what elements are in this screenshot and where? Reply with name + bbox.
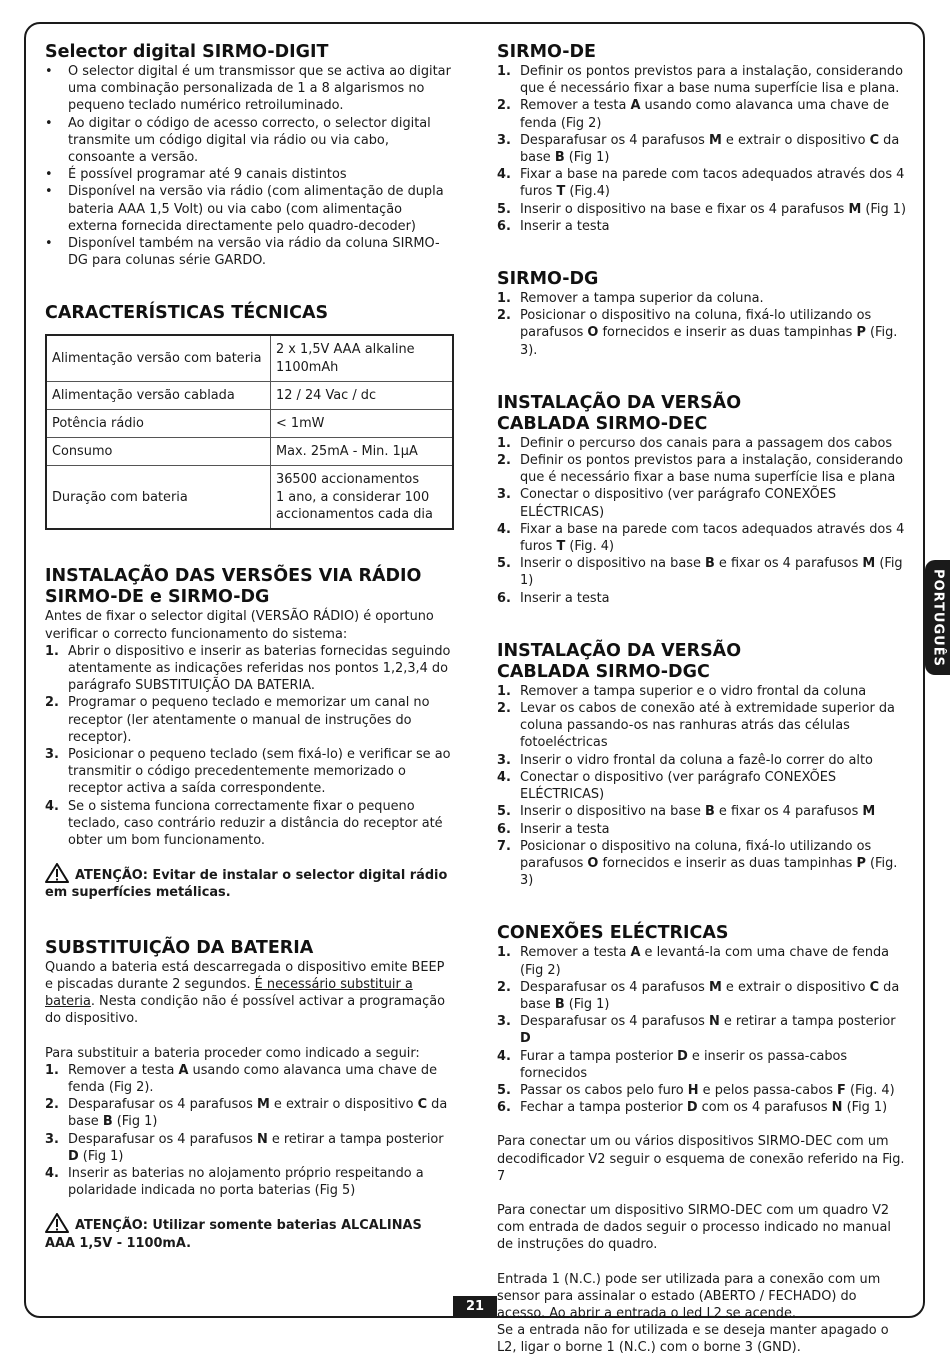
battery-title: SUBSTITUIÇÃO DA BATERIA bbox=[45, 937, 314, 958]
list-item: 4. Fixar a base na parede com tacos adequados através dos 4 furos T (Fig. 4) bbox=[497, 521, 905, 555]
list-item: 3. Desparafusar os 4 parafusos N e retirar a tampa posterior D bbox=[497, 1014, 896, 1047]
list-item: • Disponível também na versão via rádio da coluna SIRMO-DG para colunas série GARDO. bbox=[45, 235, 455, 269]
table-cell: < 1mW bbox=[271, 409, 454, 437]
list-item: 4. Fixar a base na parede com tacos adequados através dos 4 furos T (Fig.4) bbox=[497, 167, 905, 200]
selector-title: Selector digital SIRMO-DIGIT bbox=[45, 42, 329, 62]
radio-intro: Antes de fixar o selector digital (VERSÃO RÁDIO) é oportuno verificar o correcto funcionamento do sistema: bbox=[45, 609, 434, 642]
table-row bbox=[46, 437, 453, 465]
table-cell: 36500 accionamentos 1 ano, a considerar 100 accionamentos cada dia bbox=[271, 465, 454, 529]
sirmo-dg-title: SIRMO-DG bbox=[497, 269, 599, 290]
table-row bbox=[46, 335, 453, 381]
right-column bbox=[497, 40, 907, 1357]
radio-steps bbox=[45, 643, 455, 849]
list-item: 4. Se o sistema funciona correctamente fixar o pequeno teclado, caso contrário reduzir a distância do receptor até obter um bom funcionamento. bbox=[45, 798, 443, 849]
table-cell: Max. 25mA - Min. 1µA bbox=[271, 437, 454, 465]
list-item: 2. Remover a testa A usando como alavanca uma chave de fenda (Fig 2) bbox=[497, 98, 890, 131]
list-item: 2. Desparafusar os 4 parafusos M e extrair o dispositivo C da base B (Fig 1) bbox=[45, 1097, 448, 1130]
list-item: 3. Conectar o dispositivo (ver parágrafo CONEXÕES ELÉCTRICAS) bbox=[497, 487, 837, 520]
list-item: 5. Passar os cabos pelo furo H e pelos passa-cabos F (Fig. 4) bbox=[497, 1082, 895, 1098]
table-cell: 2 x 1,5V AAA alkaline 1100mAh bbox=[271, 335, 454, 381]
selector-bullets bbox=[45, 63, 455, 269]
sirmo-dgc-steps bbox=[497, 683, 907, 889]
list-item: 2. Desparafusar os 4 parafusos M e extrair o dispositivo C da base B (Fig 1) bbox=[497, 979, 900, 1012]
list-item: 1. Definir o percurso dos canais para a passagem dos cabos bbox=[497, 435, 893, 451]
list-item: 1. Remover a tampa superior e o vidro frontal da coluna bbox=[497, 683, 867, 699]
sirmo-de-steps bbox=[497, 63, 907, 235]
list-item: 1. Definir os pontos previstos para a instalação, considerando que é necessário fixar a base numa superfície lisa e plana. bbox=[497, 64, 903, 97]
list-item: 5. Inserir o dispositivo na base B e fixar os 4 parafusos M (Fig 1) bbox=[497, 556, 903, 589]
language-tab bbox=[925, 560, 950, 675]
warning-icon bbox=[45, 863, 69, 883]
left-column bbox=[45, 40, 455, 1252]
list-item: 5. Inserir o dispositivo na base B e fixar os 4 parafusos M bbox=[497, 804, 876, 820]
radio-warning: ATENÇÃO: Evitar de instalar o selector digital rádio em superfícies metálicas. bbox=[45, 863, 455, 901]
list-item: 1. Remover a testa A e levantá-la com uma chave de fenda (Fig 2) bbox=[497, 945, 890, 978]
sirmo-de-title: SIRMO-DE bbox=[497, 42, 596, 62]
list-item: 2. Levar os cabos de conexão até à extremidade superior da coluna passando-os nas ranhuras atrás das células fotoeléctricas bbox=[497, 701, 895, 751]
list-item: • Ao digitar o código de acesso correcto, o selector digital transmite um código digital via rádio ou via cabo, consoante a versão. bbox=[45, 115, 455, 167]
list-item: 6. Inserir a testa bbox=[497, 590, 610, 606]
language-tab-label: PORTUGUÊS bbox=[930, 568, 945, 667]
list-item: 6. Inserir a testa bbox=[497, 218, 610, 234]
table-cell: Alimentação versão cablada bbox=[46, 381, 271, 409]
list-item: 2. Posicionar o dispositivo na coluna, fixá-lo utilizando os parafusos O fornecidos e inserir as duas tampinhas P (Fig. 3). bbox=[497, 308, 898, 358]
list-item: • É possível programar até 9 canais distintos bbox=[45, 166, 455, 183]
list-item: 3. Desparafusar os 4 parafusos M e extrair o dispositivo C da base B (Fig 1) bbox=[497, 132, 900, 166]
list-item: 3. Desparafusar os 4 parafusos N e retirar a tampa posterior D (Fig 1) bbox=[45, 1131, 444, 1164]
table-row bbox=[46, 409, 453, 437]
connections-paragraph: Para conectar um dispositivo SIRMO-DEC com um quadro V2 com entrada de dados seguir o processo indicado no manual de instruções do quadro. bbox=[497, 1202, 891, 1253]
table-row bbox=[46, 381, 453, 409]
table-cell: Consumo bbox=[46, 437, 271, 465]
specs-table bbox=[45, 334, 454, 530]
battery-warning: ATENÇÃO: Utilizar somente baterias ALCALINAS AAA 1,5V - 1100mA. bbox=[45, 1213, 455, 1251]
list-item: 1. Remover a tampa superior da coluna. bbox=[497, 291, 764, 307]
sirmo-dg-steps bbox=[497, 290, 907, 359]
battery-steps bbox=[45, 1062, 455, 1200]
warning-icon bbox=[45, 1213, 69, 1233]
list-item: 7. Posicionar o dispositivo na coluna, fixá-lo utilizando os parafusos O fornecidos e inserir as duas tampinhas P (Fig. 3) bbox=[497, 838, 898, 889]
list-item: 2. Definir os pontos previstos para a instalação, considerando que é necessário fixar a base numa superfície lisa e plana bbox=[497, 453, 903, 486]
table-cell: Alimentação versão com bateria bbox=[46, 335, 271, 381]
list-item: 6. Fechar a tampa posterior D com os 4 parafusos N (Fig 1) bbox=[497, 1100, 888, 1116]
table-cell: 12 / 24 Vac / dc bbox=[271, 381, 454, 409]
sirmo-dec-steps bbox=[497, 435, 907, 607]
table-cell: Potência rádio bbox=[46, 409, 271, 437]
connections-paragraph: Para conectar um ou vários dispositivos SIRMO-DEC com um decodificador V2 seguir o esquema de conexão referido na Fig. 7 bbox=[497, 1134, 905, 1184]
table-cell: Duração com bateria bbox=[46, 465, 271, 529]
list-item: 3. Inserir o vidro frontal da coluna a fazê-lo correr do alto bbox=[497, 752, 873, 768]
battery-intro: Quando a bateria está descarregada o dispositivo emite BEEP e piscadas durante 2 segundos. É necessário substituir a bateria. Nesta condição não é possível activar a programação do dispositivo. bbox=[45, 959, 446, 1027]
connections-paragraph: Entrada 1 (N.C.) pode ser utilizada para a conexão com um sensor para assinalar o estado (ABERTO / FECHADO) do acesso. Ao abrir a entrada o led L2 se acende. bbox=[497, 1271, 881, 1321]
table-row bbox=[46, 465, 453, 529]
list-item: 4. Furar a tampa posterior D e inserir os passa-cabos fornecidos bbox=[497, 1048, 848, 1081]
sirmo-dgc-title: INSTALAÇÃO DA VERSÃO CABLADA SIRMO-DGC bbox=[497, 640, 742, 682]
list-item: 5. Inserir o dispositivo na base e fixar os 4 parafusos M (Fig 1) bbox=[497, 201, 906, 217]
radio-title: INSTALAÇÃO DAS VERSÕES VIA RÁDIO SIRMO-DE e SIRMO-DG bbox=[45, 566, 422, 608]
list-item: 1. Remover a testa A usando como alavanca uma chave de fenda (Fig 2). bbox=[45, 1062, 438, 1095]
specs-title: CARACTERÍSTICAS TÉCNICAS bbox=[45, 303, 329, 324]
list-item: • Disponível na versão via rádio (com alimentação de dupla bateria AAA 1,5 Volt) ou via cabo (com alimentação externa fornecida directamente pelo quadro-decoder) bbox=[45, 183, 455, 235]
list-item: 4. Inserir as baterias no alojamento próprio respeitando a polaridade indicada no porta baterias (Fig 5) bbox=[45, 1165, 424, 1199]
list-item: 1. Abrir o dispositivo e inserir as baterias fornecidas seguindo atentamente as indicações referidas nos pontos 1,2,3,4 do parágrafo SUBSTITUIÇÃO DA BATERIA. bbox=[45, 643, 451, 694]
list-item: 2. Programar o pequeno teclado e memorizar um canal no receptor (ler atentamente o manual de instruções do receptor). bbox=[45, 695, 430, 745]
connections-steps bbox=[497, 944, 907, 1116]
sirmo-dec-title: INSTALAÇÃO DA VERSÃO CABLADA SIRMO-DEC bbox=[497, 392, 742, 434]
list-item: 4. Conectar o dispositivo (ver parágrafo CONEXÕES ELÉCTRICAS) bbox=[497, 769, 837, 803]
list-item: • O selector digital é um transmissor que se activa ao digitar uma combinação personalizada de 1 a 8 algarismos no pequeno teclado numérico retroiluminado. bbox=[45, 63, 455, 115]
connections-title: CONEXÕES ELÉCTRICAS bbox=[497, 923, 729, 944]
battery-intro2: Para substituir a bateria proceder como indicado a seguir: bbox=[45, 1045, 420, 1061]
list-item: 6. Inserir a testa bbox=[497, 821, 610, 837]
page-number: 21 bbox=[453, 1296, 497, 1318]
list-item: 3. Posicionar o pequeno teclado (sem fixá-lo) e verificar se ao transmitir o código precedentemente memorizado o receptor activa a saída correspondente. bbox=[45, 747, 451, 797]
connections-paragraph: Se a entrada não for utilizada e se deseja manter apagado o L2, ligar o borne 1 (N.C.) com o borne 3 (GND). bbox=[497, 1323, 889, 1356]
